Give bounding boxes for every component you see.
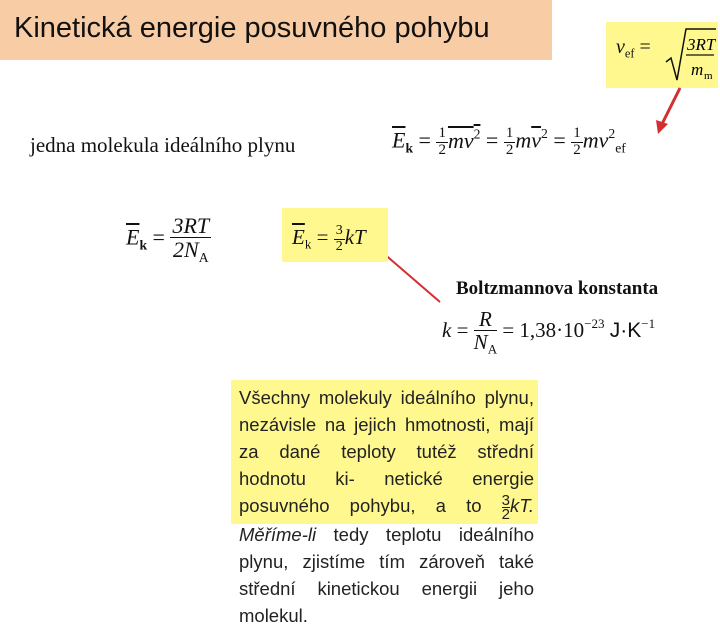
explanation-paragraph — [239, 384, 534, 629]
svg-text:m: m — [691, 60, 704, 79]
ek-kt-box — [282, 208, 388, 262]
para-line-5: střední kinetickou energii jeho molekul. — [239, 577, 534, 626]
para-line-1: Všechny molekuly ideálního plynu, nezávisle na jejich — [239, 387, 534, 435]
constant-exponent: −23 — [584, 315, 605, 331]
ek-equation: $\overline{E}_k$ = $\frac{1}{2}$ $mv^2$ = $\frac{1}{2}$ $m\overline{v}^2$ = $\frac{1}{2}$ $mv^2_{ef}$ — [392, 125, 626, 158]
arrow-boltzmann — [382, 252, 440, 302]
arrow-vef — [662, 88, 680, 124]
para-line-3-end: kT. Měříme-li — [239, 495, 535, 545]
constant-unit: J·K — [609, 318, 642, 342]
ek-kt-equation: $\overline{E}_k$ = $\frac{3}{2}$ kT — [292, 223, 366, 254]
constant-unit-exponent: −1 — [641, 315, 656, 331]
arrow-vef-head — [656, 120, 668, 134]
ek-rt-equation: $\overline{E}_k$ = $\frac{3RT}{2N_A}$ — [126, 213, 210, 265]
three-halves: $\frac{3}{2}$ — [501, 491, 511, 523]
constant-value: = 1,38·10 — [502, 317, 585, 342]
para-line-4: tedy teplotu ideálního plynu, zjistíme tím zároveň také — [239, 523, 535, 572]
para-line-2: hmotnosti, mají za dané teploty tutéž střední hodnotu ki- — [239, 414, 535, 489]
para-line-3: netické energie posuvného pohybu, a to — [239, 468, 534, 516]
page-title: Kinetická energie posuvného pohybu — [14, 12, 490, 44]
svg-text:m: m — [704, 70, 713, 82]
boltzmann-heading: Boltzmannova konstanta — [456, 278, 659, 299]
boltzmann-formula: k = $\frac{R}{N_A}$ = $1,38\cdot 10^{-23}$ $J\cdot K^{-1}$ — [442, 307, 656, 357]
vef-formula: $v_{ef}$ = — [616, 36, 651, 61]
explanation-box — [231, 380, 538, 626]
molecule-label: jednа molekula ideálního plynu — [30, 133, 296, 157]
svg-text:3RT: 3RT — [687, 35, 716, 54]
